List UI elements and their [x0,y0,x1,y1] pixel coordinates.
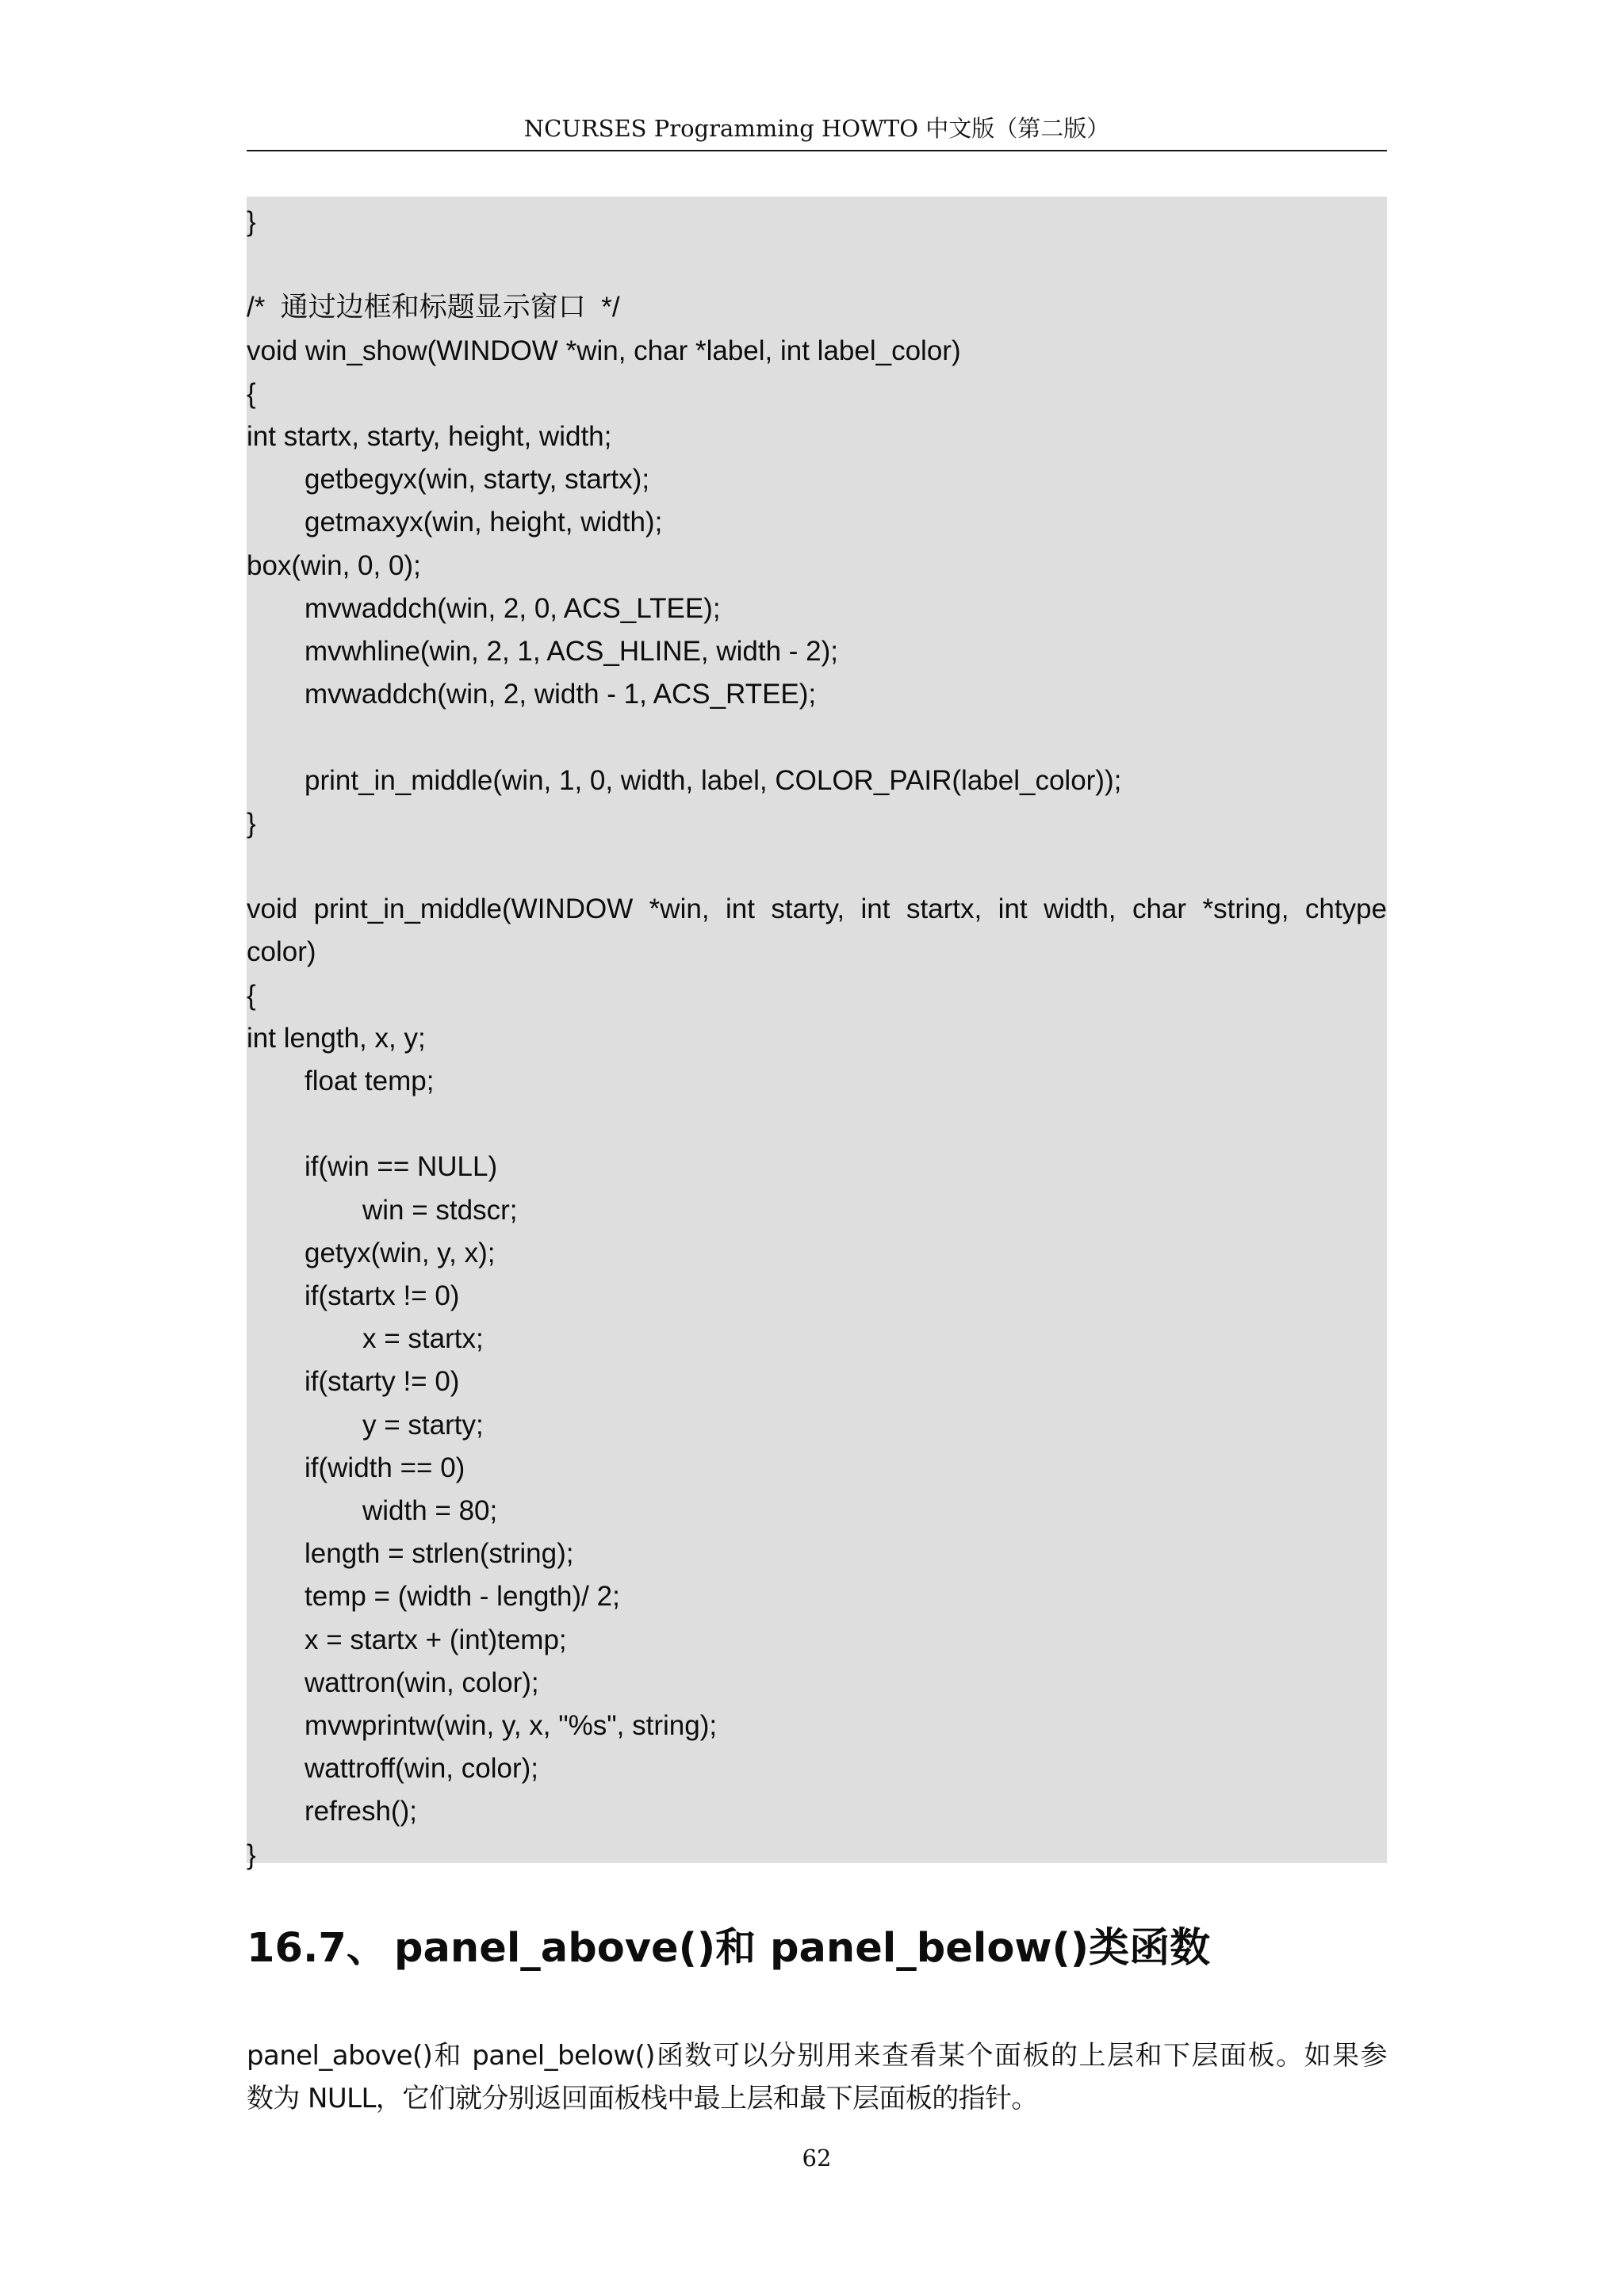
section-number: 16.7、 [247,1925,387,1972]
code-line: print_in_middle(win, 1, 0, width, label, COLOR_PAIR(label_color)); [304,764,1122,796]
code-line: } [247,807,256,839]
section-heading [247,1917,1210,1980]
code-line: mvwaddch(win, 2, 0, ACS_LTEE); [304,592,721,624]
code-line: color) [247,936,316,968]
paragraph-line: 数为 NULL，它们就分别返回面板栈中最上层和最下层面板的指针。 [247,2083,1038,2114]
section-title: panel_above()和 panel_below()类函数 [394,1925,1211,1972]
running-header: NCURSES Programming HOWTO 中文版（第二版） [523,115,1110,142]
code-line: length = strlen(string); [304,1538,574,1570]
code-line: box(win, 0, 0); [247,549,421,581]
code-line: if(starty != 0) [304,1366,460,1398]
code-line: } [247,206,256,237]
code-line: mvwaddch(win, 2, width - 1, ACS_RTEE); [304,679,817,710]
code-line: y = starty; [362,1409,484,1441]
page-number: 62 [802,2145,832,2172]
code-blank-line [247,1103,1387,1146]
code-line: width = 80; [362,1495,498,1526]
code-line: x = startx; [362,1323,484,1355]
header-rule [247,150,1387,151]
code-blank-line [247,845,1387,888]
code-line: wattroff(win, color); [304,1753,538,1785]
code-line: wattron(win, color); [304,1667,539,1698]
code-line: x = startx + (int)temp; [304,1624,567,1655]
paragraph-line: panel_above()和 panel_below()函数可以分别用来查看某个面板的上层和下层面板。如果参 [247,2040,1387,2072]
code-blank-line [247,716,1387,759]
code-listing [247,197,1387,1870]
code-line: getbegyx(win, starty, startx); [304,464,650,496]
code-line: mvwhline(win, 2, 1, ACS_HLINE, width - 2); [304,636,839,667]
code-line: getmaxyx(win, height, width); [304,507,663,538]
code-line: } [247,1839,256,1870]
code-line: getyx(win, y, x); [304,1237,496,1269]
code-line: win = stdscr; [362,1194,518,1226]
code-line: mvwprintw(win, y, x, "%s", string); [304,1710,718,1741]
code-line: { [247,377,256,409]
code-line: void win_show(WINDOW *win, char *label, int label_color) [247,335,961,366]
code-line: if(startx != 0) [304,1280,460,1311]
code-line: if(width == 0) [304,1452,465,1483]
code-line: int length, x, y; [247,1022,426,1054]
code-line: if(win == NULL) [304,1151,498,1183]
code-line: void print_in_middle(WINDOW *win, int starty, int startx, int width, char *string, chtype [247,894,1387,925]
code-line: float temp; [304,1066,435,1096]
code-line: /* 通过边框和标题显示窗口 */ [247,292,620,323]
code-blank-line [247,243,1387,286]
code-line: refresh(); [304,1796,417,1827]
code-line: { [247,979,256,1011]
code-line: temp = (width - length)/ 2; [304,1581,620,1613]
code-line: int startx, starty, height, width; [247,421,612,452]
